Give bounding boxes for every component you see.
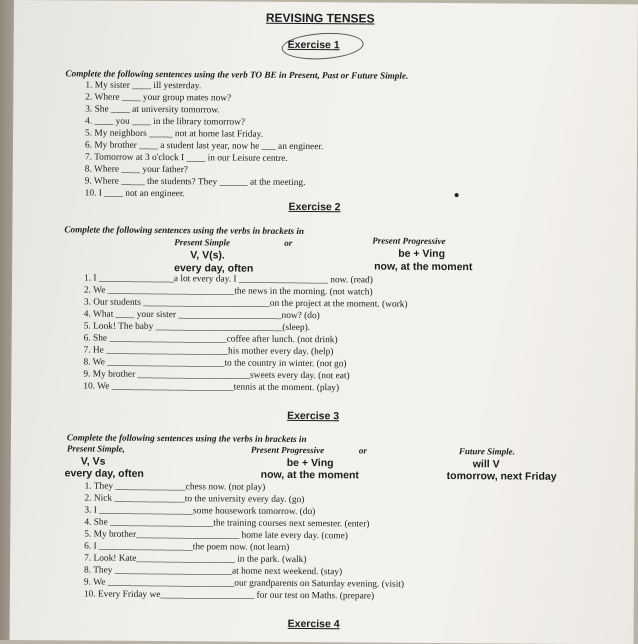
present-progressive-time: now, at the moment [260,468,359,482]
exercise-2-instruction: Complete the following sentences using the verbs in brackets in [64,224,305,237]
list-item: 6. My brother ____ a student last year, now he ___ an engineer. [84,140,324,153]
exercise-3-instruction: Complete the following sentences using the verbs in brackets in [66,432,307,445]
list-item: 10. We __________________________tennis at the moment. (play) [83,381,340,394]
list-item: 6. I ____________________the poem now. (not learn) [84,541,290,553]
list-item: 9. Where _____ the students? They ______ at the meeting. [84,176,306,189]
list-item: 4. What ____ your sister ______________________now? (do) [83,309,320,322]
exercise-2-heading: Exercise 2 [288,200,341,214]
list-item: 5. My neighbors _____ not at home last Friday. [85,128,264,140]
present-progressive-formula: be + Ving [286,456,334,470]
present-simple-heading: Present Simple, [66,443,125,454]
present-simple-time: every day, often [174,262,254,275]
present-progressive-heading: Present Progressive [372,235,446,247]
or-label: or [358,445,367,456]
list-item: 7. Tomorrow at 3 o'clock I ____ in our Leisure centre. [84,152,288,164]
list-item: 3. Our students ___________________________on the project at the moment. (work) [83,297,408,310]
exercise-4-heading: Exercise 4 [287,617,340,631]
present-simple-formula: V, V(s). [190,249,225,262]
present-progressive-formula: be + Ving [398,247,446,261]
list-item: 8. Where ____ your father? [84,164,189,176]
list-item: 2. We ___________________________the news in the morning. (not watch) [83,285,373,298]
list-item: 4. ____ you ____ in the library tomorrow? [85,116,246,128]
page-title: REVISING TENSES [265,10,375,26]
list-item: 2. Where ____ your group mates now? [85,92,232,104]
present-simple-heading: Present Simple [174,237,231,248]
future-simple-heading: Future Simple. [458,446,515,457]
exercise-1-instruction: Complete the following sentences using the verb TO BE in Present, Past or Future Simple. [65,68,409,81]
worksheet-page [10,0,638,644]
list-item: 9. We ___________________________our grandparents on Saturday evening. (visit) [83,577,405,590]
present-simple-formula: V, Vs [80,455,106,468]
list-item: 5. My brother______________________ home late every day. (come) [84,529,348,542]
present-progressive-heading: Present Progressive [250,444,325,456]
list-item: 8. We _________________________to the country in winter. (not go) [83,357,347,370]
or-label: or [284,237,293,248]
list-item: 10. I ____ not an engineer. [84,188,185,200]
list-item: 9. My brother ________________________sweets every day. (not eat) [83,369,350,382]
ink-dot [455,193,459,197]
list-item: 6. She _________________________coffee after lunch. (not drink) [83,333,338,346]
exercise-1-heading: Exercise 1 [287,38,340,52]
list-item: 2. Nick _______________to the university every day. (go) [84,493,305,506]
present-progressive-time: now, at the moment [374,260,473,274]
list-item: 10. Every Friday we____________________ for our test on Maths. (prepare) [83,589,375,602]
list-item: 7. Look! Kate_____________________ in the park. (walk) [84,553,307,566]
list-item: 1. I ________________a lot every day. I ___________________ now. (read) [84,273,373,286]
list-item: 8. They _________________________at home next weekend. (stay) [83,565,343,578]
list-item: 5. Look! The baby ___________________________(sleep). [83,321,311,334]
list-item: 3. I ____________________some housework tomorrow. (do) [84,505,316,518]
list-item: 3. She ____ at university tomorrow. [85,104,220,116]
list-item: 7. He __________________________his mother every day. (help) [83,345,334,358]
future-simple-time: tomorrow, next Friday [446,470,557,483]
list-item: 1. They _______________chess now. (not play) [84,481,266,493]
exercise-3-heading: Exercise 3 [287,409,340,423]
list-item: 1. My sister ____ ill yesterday. [85,80,202,92]
future-simple-formula: will V [472,458,500,471]
present-simple-time: every day, often [64,467,144,480]
list-item: 4. She ______________________the training courses next semester. (enter) [84,517,370,530]
